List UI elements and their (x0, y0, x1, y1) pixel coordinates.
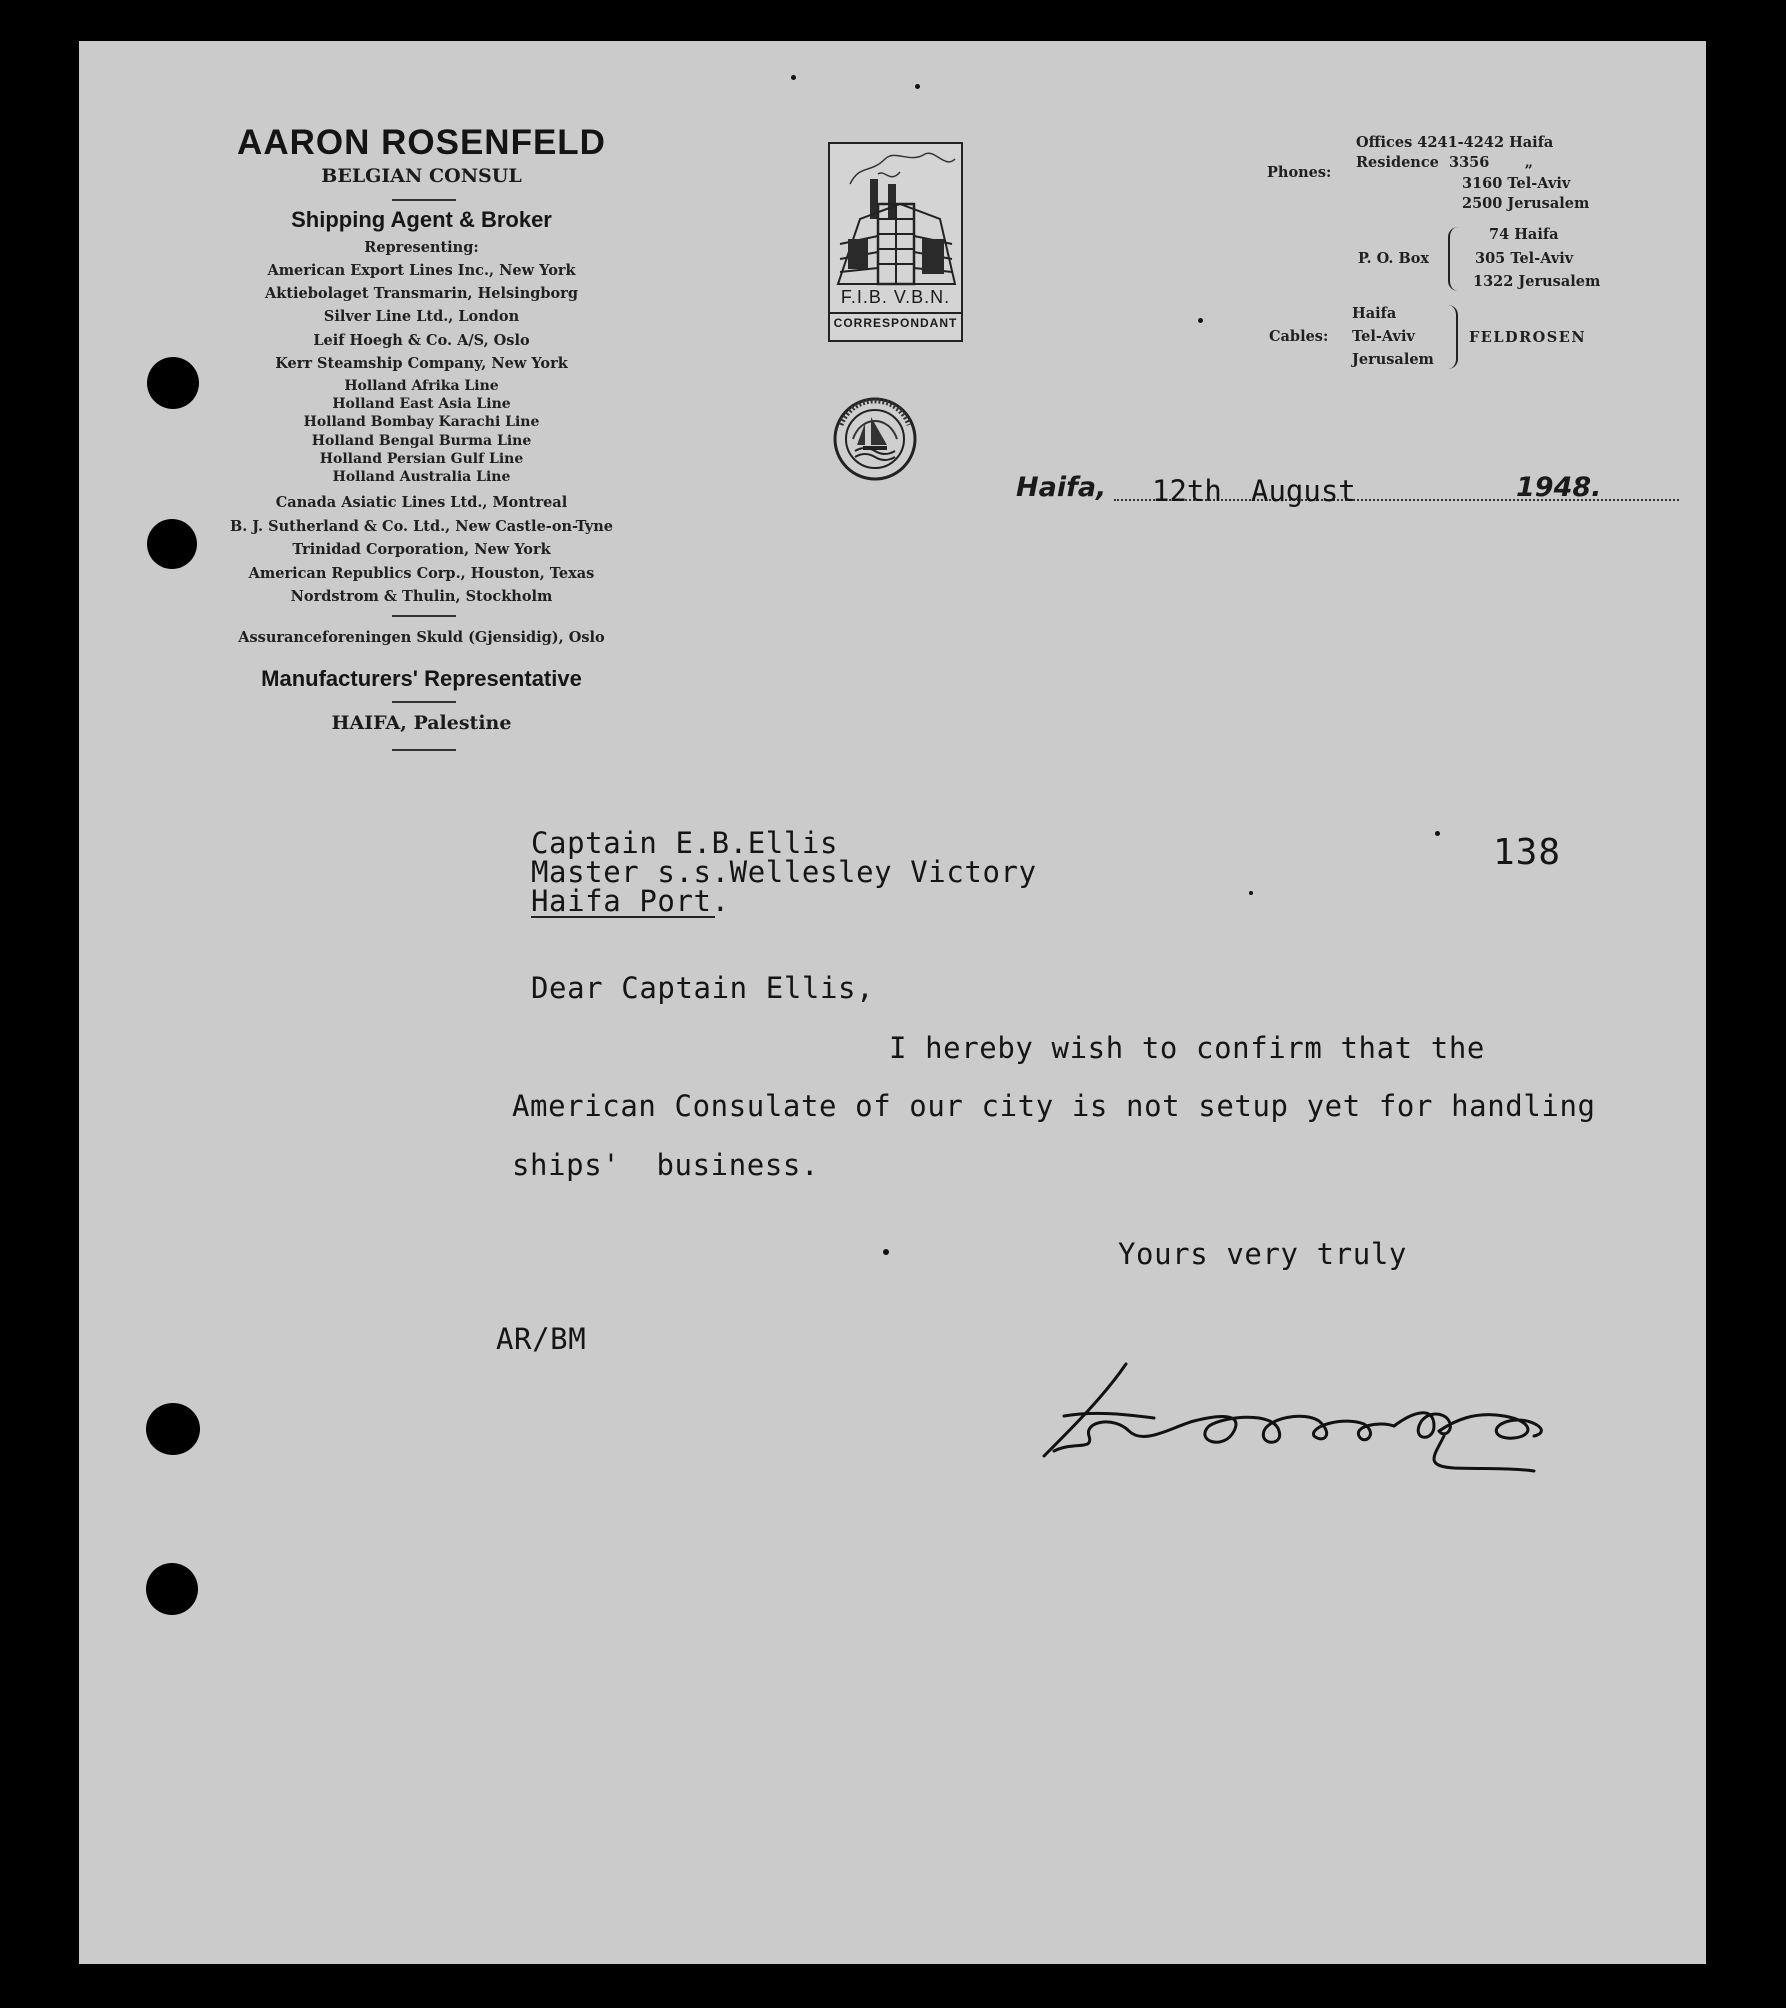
represented-company: American Export Lines Inc., New York (267, 262, 576, 279)
letter-number: 138 (1493, 832, 1562, 873)
punch-hole (146, 1563, 198, 1615)
pobox-line: 305 Tel-Aviv (1475, 250, 1574, 267)
signature (1034, 1356, 1634, 1476)
speck (1249, 891, 1253, 895)
divider (392, 701, 456, 703)
represented-company: Nordstrom & Thulin, Stockholm (290, 588, 553, 605)
represented-company: Silver Line Ltd., London (323, 308, 520, 325)
port-underline (531, 916, 715, 918)
dateline-year: 1948. (1516, 472, 1602, 503)
dateline-day: 12th (1152, 474, 1222, 508)
recipient-line: Master s.s.Wellesley Victory (531, 855, 1037, 889)
salutation: Dear Captain Ellis, (531, 971, 875, 1005)
body-line: ships' business. (512, 1148, 820, 1182)
insurance-line: Assuranceforeningen Skuld (Gjensidig), Oslo (238, 629, 605, 646)
represented-company: Holland Bengal Burma Line (311, 433, 532, 449)
speck (791, 75, 796, 80)
phones-line: 2500 Jerusalem (1462, 195, 1590, 212)
speck (1435, 831, 1440, 836)
body-line: I hereby wish to confirm that the (889, 1031, 1485, 1065)
factory-icon (830, 144, 961, 298)
phones-line: Offices 4241-4242 Haifa (1356, 134, 1554, 151)
pobox-label: P. O. Box (1358, 250, 1430, 267)
recipient-line: Captain E.B.Ellis (531, 826, 839, 860)
initials: AR/BM (496, 1322, 587, 1356)
represented-company: Trinidad Corporation, New York (292, 541, 551, 558)
represented-company: Aktiebolaget Transmarin, Helsingborg (265, 285, 578, 302)
speck (883, 1249, 889, 1255)
speck (915, 84, 920, 89)
cables-city: Haifa (1352, 305, 1397, 322)
represented-company: Leif Hoegh & Co. A/S, Oslo (313, 332, 530, 349)
divider (392, 615, 456, 617)
cables-city: Jerusalem (1352, 351, 1434, 368)
correspondent-emblem (828, 142, 963, 342)
phones-label: Phones: (1267, 164, 1332, 181)
emblem-caption: CORRESPONDANT (833, 316, 958, 330)
sender-name: AARON ROSENFELD (237, 123, 606, 162)
punch-hole (147, 357, 199, 409)
represented-company: Holland Persian Gulf Line (319, 451, 524, 467)
represented-company: American Republics Corp., Houston, Texas (248, 565, 595, 582)
recipient-line: Haifa Port. (531, 884, 730, 918)
emblem-divider (830, 312, 961, 314)
represented-company: Holland Australia Line (332, 469, 511, 485)
emblem-text: F.I.B. V.B.N. (840, 287, 951, 307)
dateline-city: Haifa, (1016, 472, 1107, 503)
pobox-line: 74 Haifa (1489, 226, 1559, 243)
sender-title: BELGIAN CONSUL (321, 165, 522, 187)
divider (392, 199, 456, 201)
business-line: Shipping Agent & Broker (291, 207, 552, 232)
body-line: American Consulate of our city is not setup yet for handling (512, 1089, 1596, 1123)
representing-label: Representing: (364, 239, 479, 256)
represented-company: Canada Asiatic Lines Ltd., Montreal (275, 494, 568, 511)
represented-company: Holland Afrika Line (344, 378, 499, 394)
seal-icon (833, 385, 917, 493)
closing: Yours very truly (1118, 1237, 1407, 1271)
brace (1446, 305, 1458, 369)
cables-label: Cables: (1269, 328, 1329, 345)
pobox-line: 1322 Jerusalem (1473, 273, 1601, 290)
represented-company: Holland Bombay Karachi Line (303, 414, 540, 430)
cable-address: FELDROSEN (1469, 329, 1587, 346)
brace (1448, 227, 1460, 291)
represented-company: B. J. Sutherland & Co. Ltd., New Castle-on-Tyne (229, 518, 614, 535)
location-line: HAIFA, Palestine (331, 712, 512, 734)
phones-line: Residence 3356 „ (1356, 154, 1534, 171)
punch-hole (146, 1403, 200, 1455)
speck (1198, 318, 1203, 323)
divider (392, 749, 456, 751)
cables-city: Tel-Aviv (1352, 328, 1415, 345)
represented-company: Holland East Asia Line (332, 396, 511, 412)
represented-company: Kerr Steamship Company, New York (275, 355, 568, 372)
manufacturers-line: Manufacturers' Representative (261, 666, 582, 691)
punch-hole (147, 519, 197, 569)
letter-page (79, 41, 1706, 1964)
phones-line: 3160 Tel-Aviv (1462, 175, 1571, 192)
dateline-month: August (1251, 474, 1356, 508)
